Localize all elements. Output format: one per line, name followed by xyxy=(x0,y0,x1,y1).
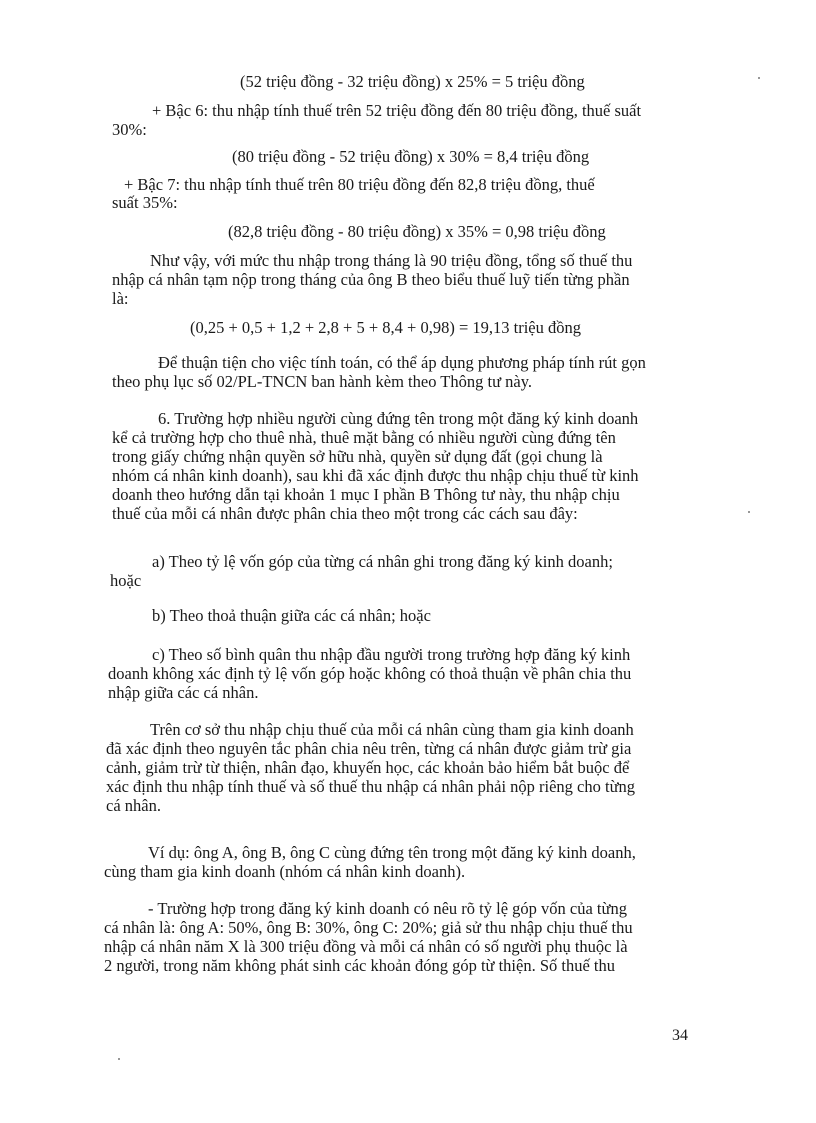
text-line: nhóm cá nhân kinh doanh), sau khi đã xác định được thu nhập chịu thuế từ kinh xyxy=(112,466,639,485)
text-line: theo phụ lục số 02/PL-TNCN ban hành kèm theo Thông tư này. xyxy=(112,372,533,391)
text-line: cá nhân là: ông A: 50%, ông B: 30%, ông C: 20%; giả sử thu nhập chịu thuế thu xyxy=(104,918,633,937)
text-line: Trên cơ sở thu nhập chịu thuế của mỗi cá nhân cùng tham gia kinh doanh xyxy=(150,720,634,739)
text-line: + Bậc 7: thu nhập tính thuế trên 80 triệu đồng đến 82,8 triệu đồng, thuế xyxy=(124,175,595,194)
text-line: suất 35%: xyxy=(112,193,178,212)
text-line: trong giấy chứng nhận quyền sở hữu nhà, quyền sử dụng đất (gọi chung là xyxy=(112,447,603,466)
text-line: xác định thu nhập tính thuế và số thuế thu nhập cá nhân phải nộp riêng cho từng xyxy=(106,777,636,796)
text-line: 6. Trường hợp nhiều người cùng đứng tên trong một đăng ký kinh doanh xyxy=(158,409,639,428)
formula-line: (52 triệu đồng - 32 triệu đồng) x 25% = 5 triệu đồng xyxy=(240,72,585,91)
text-line: Ví dụ: ông A, ông B, ông C cùng đứng tên trong một đăng ký kinh doanh, xyxy=(148,843,636,862)
text-line: Như vậy, với mức thu nhập trong tháng là 90 triệu đồng, tổng số thuế thu xyxy=(150,251,633,270)
text-line: 30%: xyxy=(112,120,147,139)
text-line: cá nhân. xyxy=(106,796,161,815)
formula-line: (80 triệu đồng - 52 triệu đồng) x 30% = 8,4 triệu đồng xyxy=(232,147,590,166)
scan-speck xyxy=(118,1058,120,1060)
text-line: nhập giữa các cá nhân. xyxy=(108,683,259,702)
text-line: kể cả trường hợp cho thuê nhà, thuê mặt bằng có nhiều người cùng đứng tên xyxy=(112,428,616,447)
formula-line: (82,8 triệu đồng - 80 triệu đồng) x 35% = 0,98 triệu đồng xyxy=(228,222,606,241)
page-number: 34 xyxy=(672,1027,688,1044)
scan-speck xyxy=(748,511,750,513)
text-line: doanh không xác định tỷ lệ vốn góp hoặc không có thoả thuận về phân chia thu xyxy=(108,664,632,683)
text-line: cùng tham gia kinh doanh (nhóm cá nhân kinh doanh). xyxy=(104,862,466,881)
text-line: đã xác định theo nguyên tắc phân chia nêu trên, từng cá nhân được giảm trừ gia xyxy=(106,739,632,758)
text-line: 2 người, trong năm không phát sinh các khoản đóng góp từ thiện. Số thuế thu xyxy=(104,956,616,975)
scan-speck xyxy=(758,77,760,79)
text-line: cảnh, giảm trừ từ thiện, nhân đạo, khuyến học, các khoản bảo hiểm bắt buộc để xyxy=(106,758,630,777)
text-line: - Trường hợp trong đăng ký kinh doanh có nêu rõ tỷ lệ góp vốn của từng xyxy=(148,899,627,918)
text-line: nhập cá nhân tạm nộp trong tháng của ông B theo biểu thuế luỹ tiến từng phần xyxy=(112,270,630,289)
text-line: hoặc xyxy=(110,571,142,590)
text-line: c) Theo số bình quân thu nhập đầu người trong trường hợp đăng ký kinh xyxy=(152,645,631,664)
formula-line: (0,25 + 0,5 + 1,2 + 2,8 + 5 + 8,4 + 0,98) = 19,13 triệu đồng xyxy=(190,318,581,337)
text-line: b) Theo thoả thuận giữa các cá nhân; hoặc xyxy=(152,606,431,625)
text-line: nhập cá nhân năm X là 300 triệu đồng và mỗi cá nhân có số người phụ thuộc là xyxy=(104,937,628,956)
text-line: + Bậc 6: thu nhập tính thuế trên 52 triệu đồng đến 80 triệu đồng, thuế suất xyxy=(152,101,642,120)
text-line: a) Theo tỷ lệ vốn góp của từng cá nhân ghi trong đăng ký kinh doanh; xyxy=(152,552,613,571)
text-line: doanh theo hướng dẫn tại khoản 1 mục I phần B Thông tư này, thu nhập chịu xyxy=(112,485,620,504)
text-line: thuế của mỗi cá nhân được phân chia theo một trong các cách sau đây: xyxy=(112,504,578,523)
text-line: là: xyxy=(112,289,129,308)
text-line: Để thuận tiện cho việc tính toán, có thể áp dụng phương pháp tính rút gọn xyxy=(158,353,646,372)
